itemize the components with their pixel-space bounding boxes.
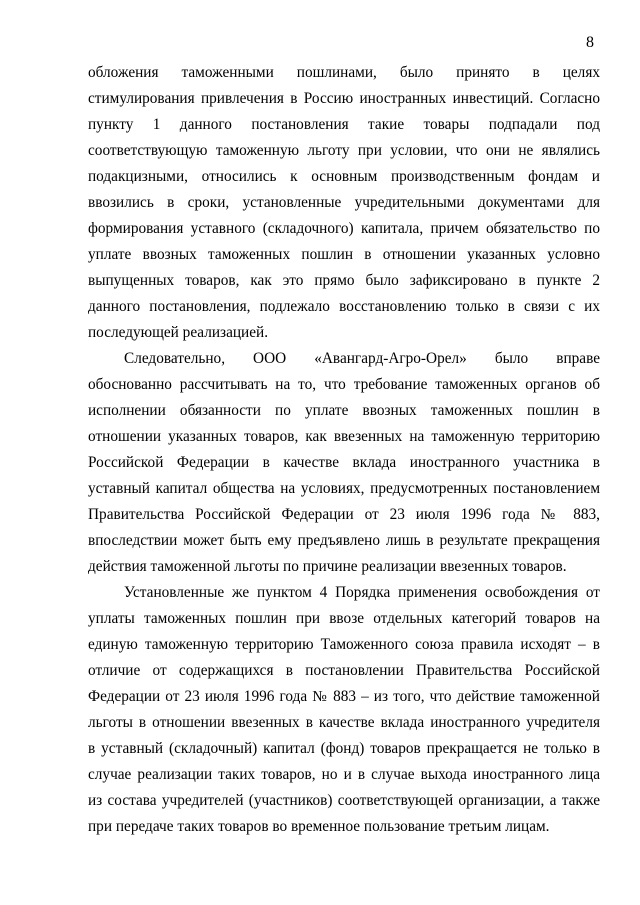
text-line: исполнении обязанности по уплате ввозных таможенных пошлин в	[88, 402, 600, 419]
text-line: обложения таможенными пошлинами, было принято в целях	[88, 64, 600, 81]
text-line: стимулирования привлечения в Россию иностранных инвестиций. Согласно	[88, 90, 600, 107]
page-number: 8	[586, 34, 594, 51]
text-line: действия таможенной льготы по причине реализации ввезенных товаров.	[88, 558, 567, 575]
paragraph-3	[88, 580, 600, 840]
text-line: последующей реализацией.	[88, 324, 269, 341]
text-line: при передаче таких товаров во временное пользование третьим лицам.	[88, 818, 550, 835]
text-line: уплаты таможенных пошлин при ввозе отдельных категорий товаров на	[88, 610, 600, 627]
text-line: данного постановления, подлежало восстановлению только в связи с их	[88, 298, 600, 315]
text-line: пункту 1 данного постановления такие товары подпадали под	[88, 116, 600, 133]
text-line: отличие от содержащихся в постановлении Правительства Российской	[88, 662, 600, 679]
text-line: выпущенных товаров, как это прямо было зафиксировано в пункте 2	[88, 272, 600, 289]
text-line: подакцизными, относились к основным производственным фондам и	[88, 168, 600, 185]
text-line: соответствующую таможенную льготу при условии, что они не являлись	[88, 142, 600, 159]
text-line: Следовательно, ООО «Авангард-Агро-Орел» было вправе	[124, 350, 600, 367]
text-line: отношении указанных товаров, как ввезенных на таможенную территорию	[88, 428, 600, 445]
text-line: из состава учредителей (участников) соответствующей организации, а также	[88, 792, 600, 809]
text-line: обоснованно рассчитывать на то, что требование таможенных органов об	[88, 376, 600, 393]
text-line: уплате ввозных таможенных пошлин в отношении указанных условно	[88, 246, 600, 263]
paragraph-1	[88, 60, 600, 346]
text-line: Российской Федерации в качестве вклада иностранного участника в	[88, 454, 600, 471]
text-line: впоследствии может быть ему предъявлено лишь в результате прекращения	[88, 532, 600, 549]
text-line: Федерации от 23 июля 1996 года № 883 – из того, что действие таможенной	[88, 688, 600, 705]
text-line: единую таможенную территорию Таможенного союза правила исходят – в	[88, 636, 600, 653]
text-line: льготы в отношении ввезенных в качестве вклада иностранного учредителя	[88, 714, 600, 731]
paragraph-2	[88, 346, 600, 580]
document-body	[88, 60, 600, 840]
text-line: Правительства Российской Федерации от 23 июля 1996 года № 883,	[88, 506, 600, 523]
text-line: Установленные же пунктом 4 Порядка применения освобождения от	[124, 584, 600, 601]
text-line: формирования уставного (складочного) капитала, причем обязательство по	[88, 220, 600, 237]
text-line: ввозились в сроки, установленные учредительными документами для	[88, 194, 600, 211]
text-line: в уставный (складочный) капитал (фонд) товаров прекращается не только в	[88, 740, 600, 757]
text-line: уставный капитал общества на условиях, предусмотренных постановлением	[88, 480, 600, 497]
text-line: случае реализации таких товаров, но и в случае выхода иностранного лица	[88, 766, 600, 783]
